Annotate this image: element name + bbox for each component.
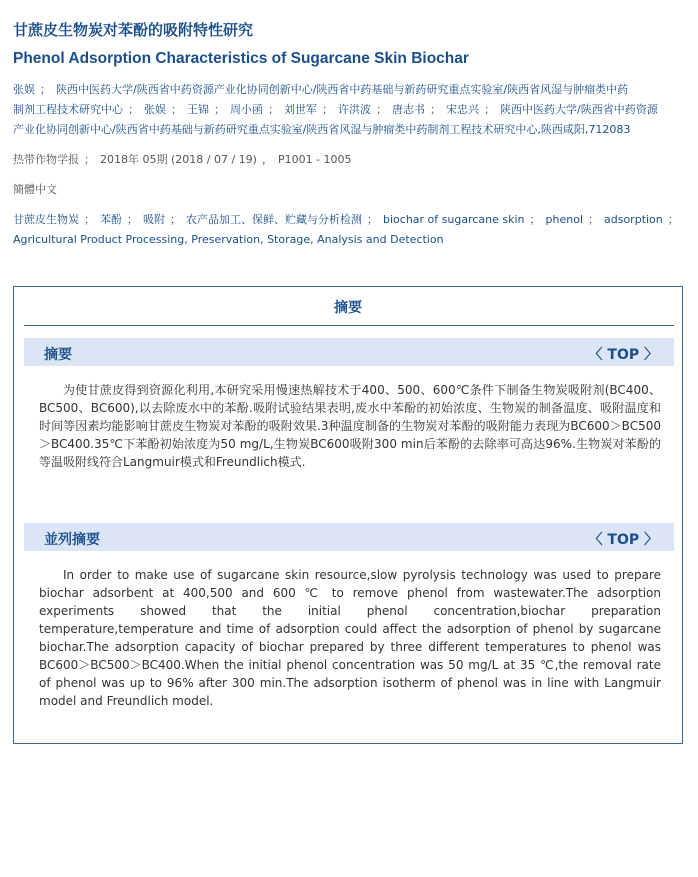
keyword-link[interactable]: 甘蔗皮生物炭	[13, 213, 79, 226]
affiliation-link[interactable]: 陕西中医药大学/陕西省中药资源	[500, 103, 658, 116]
article-title-en: Phenol Adsorption Characteristics of Sugarcane Skin Biochar	[13, 50, 469, 67]
keyword-link[interactable]: 农产品加工、保鲜、贮藏与分析检测	[186, 213, 362, 226]
keyword-link[interactable]: adsorption	[604, 213, 663, 226]
page-range: P1001 - 1005	[277, 153, 352, 166]
affiliation-link[interactable]: 制剂工程技术研究中心	[13, 103, 123, 116]
authors-line-2	[13, 100, 685, 120]
keyword-link[interactable]: phenol	[545, 213, 583, 226]
separator: ；	[430, 103, 441, 116]
authors-line-1	[13, 80, 685, 100]
author-link[interactable]: 许洪波	[338, 103, 371, 116]
author-link[interactable]: 刘世军	[284, 103, 317, 116]
keywords	[13, 210, 685, 250]
abstract-panel	[13, 286, 683, 744]
author-link[interactable]: 张娱	[13, 83, 35, 96]
separator: ；	[322, 103, 333, 116]
issue-date: 2018年 05期 (2018 / 07 / 19)	[100, 153, 257, 166]
separator: ；	[588, 213, 599, 226]
keywords-line-2	[13, 230, 685, 250]
author-link[interactable]: 周小函	[230, 103, 263, 116]
separator: ；	[376, 103, 387, 116]
panel-title: 摘要	[334, 300, 362, 316]
separator: ；	[367, 213, 378, 226]
article-title-cn: 甘蔗皮生物炭对苯酚的吸附特性研究	[13, 21, 254, 39]
authors-affiliations	[13, 80, 685, 140]
parallel-abstract-label: 並列摘要	[44, 532, 100, 548]
journal-name: 热带作物学报	[13, 153, 79, 166]
back-to-top-link[interactable]: 〈 TOP 〉	[588, 532, 658, 548]
separator: ；	[171, 103, 182, 116]
keyword-link[interactable]: biochar of sugarcane skin	[383, 213, 525, 226]
separator: ，	[261, 153, 273, 166]
author-link[interactable]: 唐志书	[392, 103, 425, 116]
separator: ；	[84, 213, 95, 226]
panel-divider	[24, 325, 674, 326]
author-link[interactable]: 王锦	[187, 103, 209, 116]
parallel-abstract-section-header	[24, 523, 674, 551]
keyword-link[interactable]: 吸附	[143, 213, 165, 226]
separator: ；	[667, 213, 679, 226]
keyword-link[interactable]: Agricultural Product Processing, Preservation, Storage, Analysis and Detection	[13, 233, 444, 246]
language-label: 簡體中文	[13, 183, 57, 196]
separator: ；	[268, 103, 279, 116]
separator: ；	[484, 103, 495, 116]
authors-line-3	[13, 120, 685, 140]
separator: ；	[529, 213, 541, 226]
affiliation-link[interactable]: 产业化协同创新中心/陕西省中药基础与新药研究重点实验室/陕西省风湿与肿瘤类中药制剂工程技术研究中心,陕西咸阳,712083	[13, 123, 631, 136]
author-link[interactable]: 张娱	[144, 103, 166, 116]
author-link[interactable]: 宋忠兴	[446, 103, 479, 116]
affiliation-link[interactable]: 陕西中医药大学/陕西省中药资源产业化协同创新中心/陕西省中药基础与新药研究重点实验室/陕西省风湿与肿瘤类中药	[56, 83, 629, 96]
abstract-section-header	[24, 338, 674, 366]
publication-meta	[13, 151, 352, 167]
abstract-cn-text: 为使甘蔗皮得到资源化利用,本研究采用慢速热解技术于400、500、600℃条件下制备生物炭吸附剂(BC400、BC500、BC600),以去除废水中的苯酚.吸附试验结果表明,废水中苯酚的初始浓度、生物炭的制备温度、吸附温度和时间等因素均能影响甘蔗皮生物炭对苯酚的吸附效果.3种温度制备的生物炭对苯酚的吸附能力表现为BC600＞BC500＞BC400.35℃下苯酚初始浓度为50 mg/L,生物炭BC600吸附300 min后苯酚的去除率可高达96%.生物炭对苯酚的等温吸附线符合Langmuir模式和Freundlich模式.	[39, 383, 661, 469]
separator: ；	[84, 153, 95, 166]
separator: ；	[214, 103, 225, 116]
keywords-line-1	[13, 210, 685, 230]
abstract-en-text: In order to make use of sugarcane skin resource,slow pyrolysis technology was used to prepare biochar adsorbent at 400,500 and 600 ℃ to remove phenol from wastewater.The adsorption experiments showed that the initial phenol concentration,biochar preparation temperature,temperature and time of adsorption could affect the adsorption of phenol by sugarcane biochar.The adsorption capacity of biochar prepared by three different temperatures to phenol was BC600＞BC500＞BC400.When the initial phenol concentration was 50 mg/L at 35 ℃,the removal rate of phenol was up to 96% after 300 min.The adsorption isotherm of phenol was in line with Langmuir model and Freundlich model.	[39, 568, 661, 708]
abstract-label: 摘要	[44, 347, 72, 363]
separator: ；	[128, 103, 139, 116]
keyword-link[interactable]: 苯酚	[100, 213, 122, 226]
back-to-top-link[interactable]: 〈 TOP 〉	[588, 347, 658, 363]
separator: ；	[170, 213, 181, 226]
separator: ；	[127, 213, 138, 226]
separator: ；	[40, 83, 51, 96]
